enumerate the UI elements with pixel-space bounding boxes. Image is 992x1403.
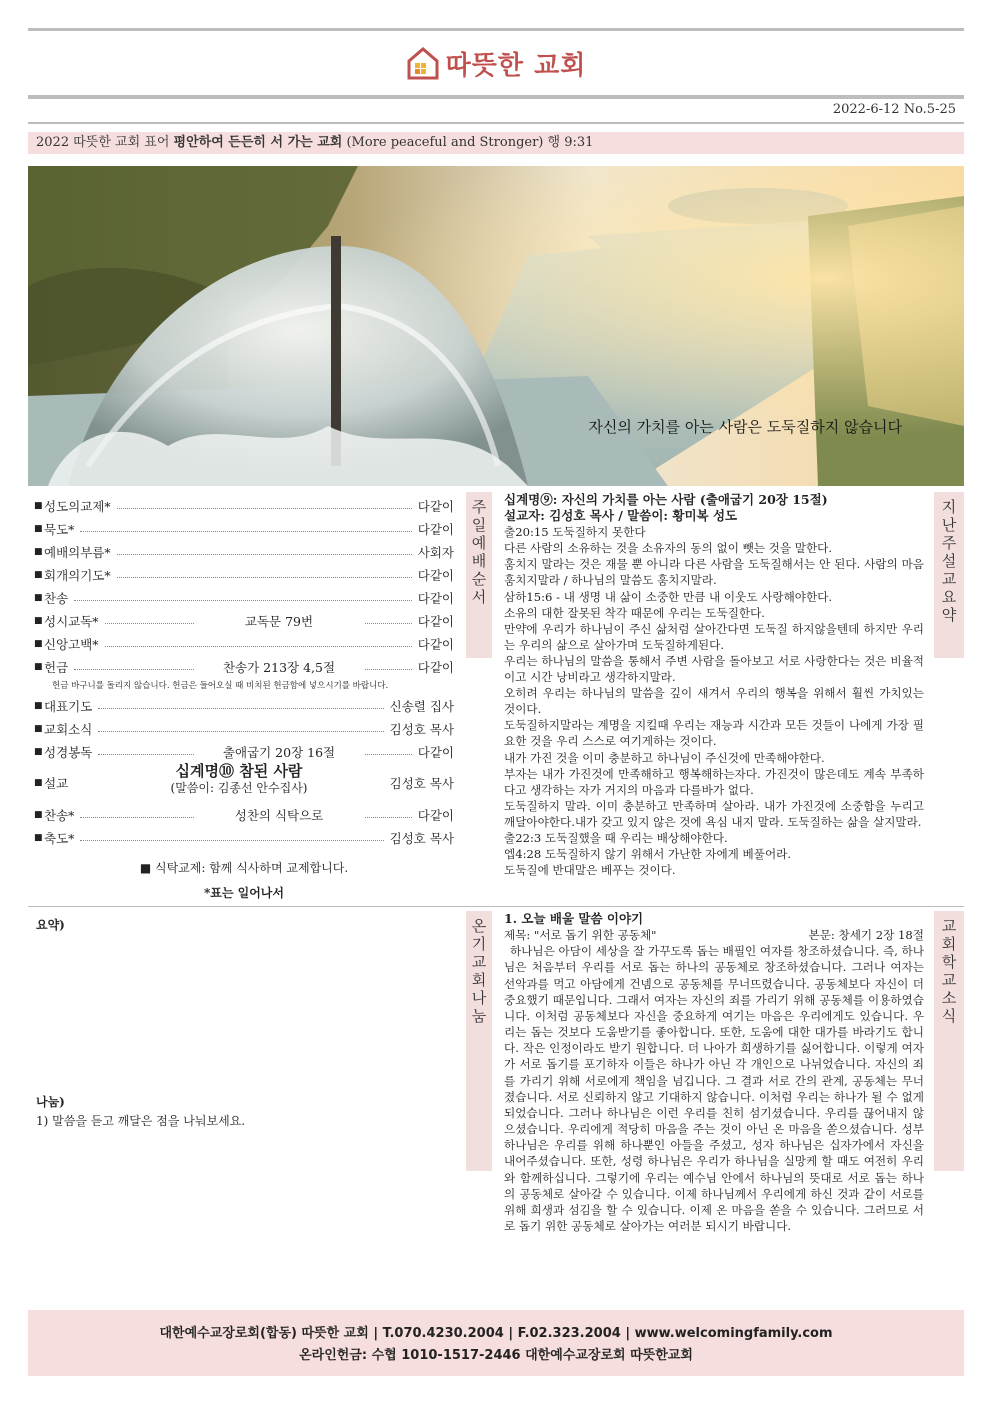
online-char: 온 xyxy=(471,917,487,935)
bullet-icon: ■ xyxy=(34,723,43,734)
bullet-icon: ■ xyxy=(34,778,43,788)
worship-item-leader: 다같이 xyxy=(417,659,454,675)
worship-order-row xyxy=(34,655,454,678)
summary-line: 오히려 우리는 하나님의 말씀을 깊이 새겨서 우리의 행복을 위해서 훨씬 가치있는 것이다. xyxy=(504,686,924,717)
bullet-icon: ■ xyxy=(34,592,43,603)
section-divider xyxy=(28,906,964,907)
header-rule-thin xyxy=(28,122,964,124)
footer-offering: 온라인헌금: 수협 1010-1517-2446 대한예수교장로회 따뜻한교회 xyxy=(299,1348,693,1363)
summary-line: 출22:3 도둑질했을 때 우리는 배상해야한다. xyxy=(504,830,728,845)
header-rule xyxy=(28,95,964,99)
last_week-char: 설 xyxy=(941,552,957,570)
school-char: 교 xyxy=(941,917,957,935)
motto-suffix: (More peaceful and Stronger) 행 9:31 xyxy=(346,135,594,150)
worship-item-leader: 김성호 목사 xyxy=(389,776,454,791)
school-char: 회 xyxy=(941,935,957,953)
worship-item-leader: 다같이 xyxy=(417,567,454,583)
school-passage: 본문: 창세기 2장 18절 xyxy=(808,928,924,943)
worship-order-row xyxy=(34,563,454,586)
summary-line: 도둑질에 반대말은 베푸는 것이다. xyxy=(504,863,676,878)
online-char: 나 xyxy=(471,989,487,1007)
fountain-photo xyxy=(28,166,964,486)
school-char: 소 xyxy=(941,989,957,1007)
summary-line: 내가 가진 것을 이미 충분하고 하나님이 주신것에 만족해야한다. xyxy=(504,750,825,765)
motto-bold: 평안하여 든든히 서 가는 교회 xyxy=(173,135,343,150)
worship-order-row xyxy=(34,517,454,540)
worship-order-row xyxy=(34,540,454,563)
bullet-icon: ■ xyxy=(34,615,43,626)
worship-order-row xyxy=(34,609,454,632)
school-char: 학 xyxy=(941,953,957,971)
logo-text: 따뜻한 교회 xyxy=(445,50,587,81)
worship-item-leader: 다같이 xyxy=(417,807,454,823)
stand-note: *표는 일어나서 xyxy=(203,886,284,900)
bullet-icon: ■ xyxy=(34,500,43,511)
worship-item-leader: 사회자 xyxy=(417,544,454,560)
worship-item-label: 묵도* xyxy=(44,521,75,537)
worship-item-leader: 다같이 xyxy=(417,744,454,760)
worship-item-label: 교회소식 xyxy=(44,721,93,737)
online-char: 회 xyxy=(471,971,487,989)
worship-item-leader: 다같이 xyxy=(417,590,454,606)
online-sharing-section xyxy=(36,916,456,1129)
sermon-block xyxy=(144,763,334,797)
bullet-icon: ■ xyxy=(34,809,43,820)
worship-order-row xyxy=(34,586,454,609)
worship-order-row xyxy=(34,717,454,740)
school-body: 하나님은 아담이 세상을 잘 가꾸도록 돕는 배필인 여자를 창조하셨습니다. 즉, 하나님은 처음부터 우리를 서로 돕는 하나의 공동체로 창조하셨습니다. 그러나 여자는 선악과를 먹고 아담에게 건넴으로 공동체를 무너뜨렸습니다. 공동체보다 자신이 더 중요했기 때문입니다. 그래서 여자는 자신의 죄를 가리기 위해 공동체를 이용하였습니다. 이처럼 공동체보다 자신을 중요하게 여기는 마음은 우리에게도 있습니다. 우리는 돕는 것보다 도움받기를 좋아합니다. 또한, 도움에 대한 대가를 바라기도 합니다. 작은 인정이라도 받기 원합니다. 더 나아가 희생하기를 싫어합니다. 이렇게 여자가 서로 돕기를 포기하자 이들은 하나가 아닌 각 개인으로 나뉘었습니다. 자신의 죄를 가리기 위해 서로에게 책임을 넘깁니다. 그 결과 서로 간의 관계, 공동체는 무너졌습니다. 서로 신뢰하지 않고 기대하지 않습니다. 이처럼 우리는 하나가 될 수 없게 되었습니다. 그러나 하나님은 이런 우리를 친히 섬기셨습니다. 우리를 끊어내지 않으셨습니다. 우리에게 적당히 마음을 주는 것이 아닌 온 마음을 쏟으셨습니다. 성부 하나님은 우리를 위해 하나뿐인 아들을 주셨고, 성자 하나님은 십자가에서 자신을 내어주셨습니다. 또한, 성령 하나님은 우리가 하나님을 실망케 할 때도 여전히 우리와 함께하십니다. 그렇기에 우리는 예수님 안에서 하나님의 뜻대로 서로 돕는 하나의 공동체로 살아갈 수 있습니다. 이제 하나님께서 우리에게 하신 것과 같이 서로를 위해 희생과 섬김을 할 수 있습니다. 이제 온 마음을 쏟을 수 있습니다. 그러므로 서로 돕기 위한 공동체로 살아가는 여러분 되시기 바랍니다. xyxy=(504,944,924,1233)
worship-item-label: 헌금 xyxy=(44,659,69,675)
worship-item-leader: 김성호 목사 xyxy=(389,721,454,737)
worship-order-row xyxy=(34,694,454,717)
dot-leader xyxy=(98,708,383,709)
summary-line: 삼하15:6 - 내 생명 내 삶이 소중한 만큼 내 이웃도 사랑해야한다. xyxy=(504,589,833,604)
issue-date: 2022-6-12 xyxy=(832,102,900,117)
school-title: 제목: "서로 돕기 위한 공동체" xyxy=(504,928,657,943)
top-rule xyxy=(28,28,964,31)
summary-line: 다른 사람의 소유하는 것을 소유자의 동의 없이 뺏는 것을 말한다. xyxy=(504,541,833,556)
worship-char: 배 xyxy=(471,552,487,570)
school-char: 식 xyxy=(941,1007,957,1025)
summary-line: 부자는 내가 가진것에 만족해하고 행복해하는자다. 가진것이 많은데도 계속 부족하다고 생각하는 자가 거지의 마음과 다를바가 없다. xyxy=(504,766,924,797)
summary-line: 만약에 우리가 하나님이 주신 삶처럼 살아간다면 도둑질 하지않을텐데 하지만 우리는 우리의 삶으로 살아가며 도둑질하게된다. xyxy=(504,621,924,652)
last_week-char: 요 xyxy=(941,588,957,606)
worship-item-leader: 신송렬 집사 xyxy=(389,698,454,714)
worship-char: 순 xyxy=(471,570,487,588)
worship-item-detail: 출애굽기 20장 16절 xyxy=(194,743,364,761)
summary-line: 출20:15 도둑질하지 못한다 xyxy=(504,525,646,540)
bullet-icon: ■ xyxy=(34,523,43,534)
worship-order xyxy=(34,494,454,901)
worship-item-detail: 찬송가 213장 4,5절 xyxy=(194,658,364,676)
last-sermon-summary-label xyxy=(934,492,964,658)
worship-item-label: 대표기도 xyxy=(44,698,93,714)
worship-order-row xyxy=(34,826,454,849)
bullet-icon: ■ xyxy=(34,569,43,580)
worship-item-label: 성시교독* xyxy=(44,613,99,629)
worship-item-label: 찬송* xyxy=(44,807,75,823)
last_week-char: 지 xyxy=(941,498,957,516)
last_week-char: 약 xyxy=(941,606,957,624)
summary-line: 도둑질하지 말라. 이미 충분하고 만족하며 살아라. 내가 가진것에 소중함을 누리고 깨달아야한다.내가 갖고 있지 않은 것에 욕심 내지 말라. 도둑질하는 삶을 살지말라. xyxy=(504,798,924,829)
worship-item-leader: 김성호 목사 xyxy=(389,830,454,846)
worship-item-leader: 다같이 xyxy=(417,498,454,514)
sharing-prompt: 나눔) xyxy=(36,1095,65,1109)
worship-char: 일 xyxy=(471,516,487,534)
bullet-icon: ■ xyxy=(34,638,43,649)
bullet-icon: ■ xyxy=(34,546,43,557)
church-logo xyxy=(0,38,992,88)
worship-item-detail: 교독문 79번 xyxy=(194,612,364,630)
dot-leader xyxy=(117,508,412,509)
worship-item-label: 설교 xyxy=(44,776,69,791)
worship-order-label xyxy=(466,492,492,658)
bullet-icon: ■ xyxy=(34,832,43,843)
online-char: 기 xyxy=(471,935,487,953)
summary-line: 도둑질하지말라는 계명을 지킬때 우리는 재능과 시간과 모든 것들이 나에게 가장 필요한 것을 우리 스스로 여기게하는 것이다. xyxy=(504,718,924,749)
worship-char: 예 xyxy=(471,534,487,552)
hero-image xyxy=(28,166,964,486)
summary-line: 엡4:28 도둑질하지 않기 위해서 가난한 자에게 베풀어라. xyxy=(504,847,792,862)
dot-leader xyxy=(105,646,412,647)
summary-line: 훔치지 말라는 것은 재물 뿐 아니라 다른 사람을 도둑질해서는 안 된다. 사람의 마음 훔치지말라 / 하나님의 말씀도 훔치지말라. xyxy=(504,557,924,588)
worship-char: 주 xyxy=(471,498,487,516)
hero-caption: 자신의 가치를 아는 사람은 도둑질하지 않습니다 xyxy=(588,418,902,436)
church-motto xyxy=(28,132,964,154)
dot-leader xyxy=(117,554,412,555)
house-icon xyxy=(406,45,440,81)
worship-item-leader: 다같이 xyxy=(417,636,454,652)
online-char: 교 xyxy=(471,953,487,971)
last-sermon-summary xyxy=(504,492,924,878)
page-footer xyxy=(28,1310,964,1376)
sharing-question: 1) 말씀을 듣고 깨달은 점을 나눠보세요. xyxy=(36,1114,246,1128)
bullet-icon: ■ xyxy=(34,700,43,711)
sermon-row xyxy=(34,763,454,803)
bullet-icon: ■ xyxy=(34,661,43,672)
footer-contact: 대한예수교장로회(합동) 따뜻한 교회 | T.070.4230.2004 | F.02.323.2004 | www.welcomingfamily.com xyxy=(159,1326,833,1341)
summary-body xyxy=(504,524,924,878)
worship-char: 서 xyxy=(471,588,487,606)
meal-fellowship-note: ■ 식탁교제: 함께 식사하며 교제합니다. xyxy=(139,861,349,875)
church-school-news-label xyxy=(934,911,964,1171)
sermon-title: 십계명⑩ 참된 사람 xyxy=(175,762,303,780)
issue-number: No.5-25 xyxy=(903,102,956,117)
worship-item-label: 축도* xyxy=(44,830,75,846)
dot-leader xyxy=(80,840,383,841)
summary-prompt: 요약) xyxy=(36,918,65,932)
worship-item-label: 성도의교제* xyxy=(44,498,111,514)
worship-item-detail: 성찬의 식탁으로 xyxy=(194,806,364,824)
motto-prefix: 2022 따뜻한 교회 표어 xyxy=(36,135,170,150)
summary-line: 소유의 대한 잘못된 착각 때문에 우리는 도둑질한다. xyxy=(504,605,765,620)
worship-item-label: 신앙고백* xyxy=(44,636,99,652)
issue-dateline xyxy=(833,102,956,117)
last_week-char: 교 xyxy=(941,570,957,588)
summary-title: 십계명⑨: 자신의 가치를 아는 사람 (출애굽기 20장 15절) xyxy=(504,492,828,507)
dot-leader xyxy=(98,731,383,732)
sermon-speaker: (말씀이: 김종선 안수집사) xyxy=(170,781,308,795)
worship-order-row xyxy=(34,494,454,517)
online-sharing-label xyxy=(466,911,492,1171)
online-char: 눔 xyxy=(471,1007,487,1025)
worship-order-row xyxy=(34,632,454,655)
last_week-char: 주 xyxy=(941,534,957,552)
dot-leader xyxy=(80,531,411,532)
summary-line: 우리는 하나님의 말씀을 통해서 주변 사람을 돌아보고 서로 사랑한다는 것은 비율적이고 시간 낭비라고 생각하지말라. xyxy=(504,653,924,685)
dot-leader xyxy=(117,577,412,578)
school-char: 교 xyxy=(941,971,957,989)
worship-order-row xyxy=(34,740,454,763)
bullet-icon: ■ xyxy=(34,746,43,757)
worship-item-label: 찬송 xyxy=(44,590,69,606)
offering-note: 헌금 바구니를 돌리지 않습니다. 헌금은 들어오실 때 비치된 헌금함에 넣으시기를 바랍니다. xyxy=(52,681,389,691)
worship-item-label: 예배의부름* xyxy=(44,544,111,560)
last_week-char: 난 xyxy=(941,516,957,534)
worship-item-leader: 다같이 xyxy=(417,521,454,537)
school-title-row xyxy=(504,927,924,943)
school-heading: 1. 오늘 배울 말씀 이야기 xyxy=(504,911,644,926)
summary-preacher: 설교자: 김성호 목사 / 말씀이: 황미복 성도 xyxy=(504,508,738,524)
worship-item-label: 회개의기도* xyxy=(44,567,111,583)
worship-item-label: 성경봉독 xyxy=(44,744,93,760)
church-school-section xyxy=(504,911,924,1234)
worship-item-leader: 다같이 xyxy=(417,613,454,629)
worship-order-row xyxy=(34,803,454,826)
dot-leader xyxy=(74,600,412,601)
